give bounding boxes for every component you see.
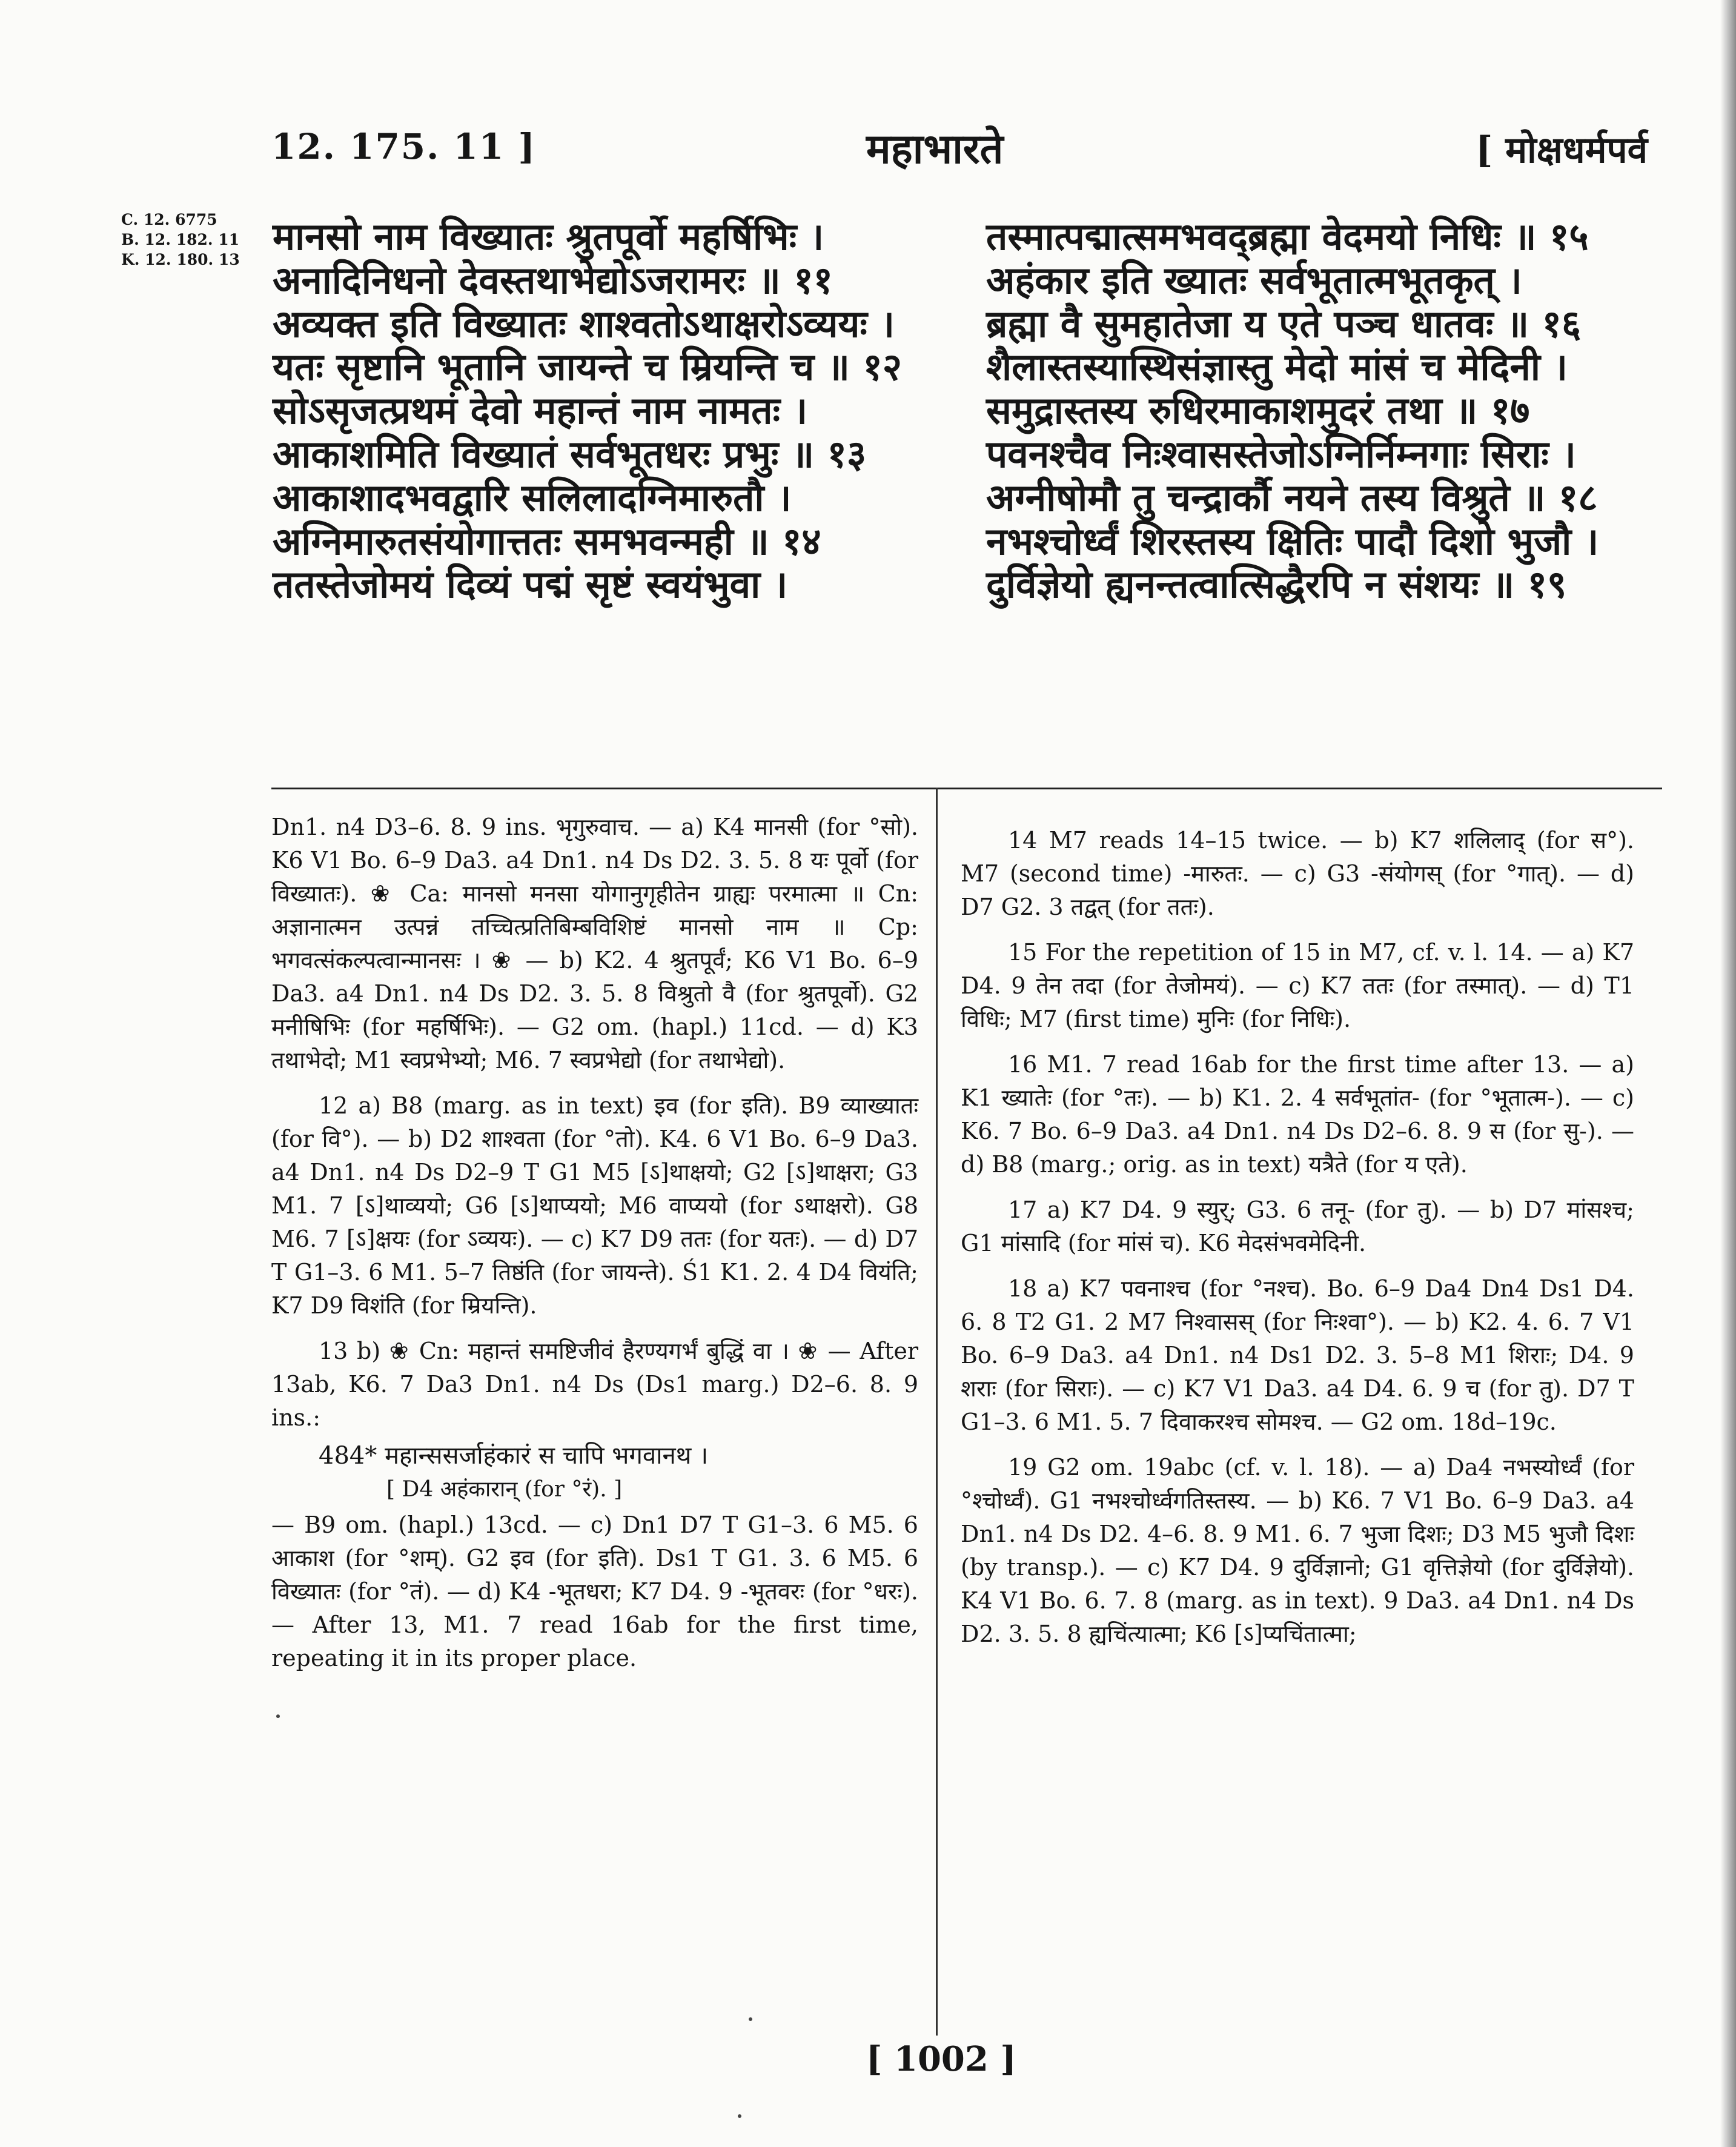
horizontal-rule xyxy=(271,788,1662,789)
apparatus-note-14: 14 M7 reads 14–15 twice. — b) K7 शलिलाद् (for स°). M7 (second time) -मारुतः. — c) G3 -संयोगस् (for °गात्). — d) D7 G2. 3 तद्वत् (for ततः). xyxy=(961,827,1634,920)
verse-line: अग्नीषोमौ तु चन्द्रार्कौ नयने तस्य विश्रुते ॥ १८ xyxy=(986,475,1598,520)
verse-line: अव्यक्त इति विख्यातः शाश्वतोऽथाक्षरोऽव्ययः । xyxy=(273,301,895,346)
verse-line: ततस्तेजोमयं दिव्यं पद्मं सृष्टं स्वयंभुवा । xyxy=(273,562,788,607)
verse-line: यतः सृष्टानि भूतानि जायन्ते च म्रियन्ति च ॥ १२ xyxy=(273,345,903,390)
additional-passage-text: 484* महान्ससर्जाहंकारं स चापि भगवानथ । xyxy=(319,1442,709,1470)
running-reference: 12. 175. 11 ] xyxy=(271,126,536,167)
page-title: महाभारते xyxy=(866,125,1004,173)
apparatus-note-12: 12 a) B8 (marg. as in text) इव (for इति). B9 व्याख्यातः (for वि°). — b) D2 शाश्वता (for °तो). K4. 6 V1 Bo. 6–9 Da3. a4 Dn1. n4 Ds D2–9 T G1 M5 [ऽ]थाक्षयो; G2 [ऽ]थाक्षरा; G3 M1. 7 [ऽ]थाव्ययो; G6 [ऽ]थाप्ययो; M6 वाप्ययो (for ऽथाक्षरो). G8 M6. 7 [ऽ]क्षयः (for ऽव्ययः). — c) K7 D9 ततः (for यतः). — d) D7 T G1–3. 6 M1. 5–7 तिष्ठंति (for जायन्ते). Ś1 K1. 2. 4 D4 वियंति; K7 D9 विशंति (for म्रियन्ति). xyxy=(271,1092,918,1319)
verse-line: अग्निमारुतसंयोगात्ततः समभवन्मही ॥ १४ xyxy=(273,519,821,563)
additional-passage-variant: [ D4 अहंकारान् (for °रं). ] xyxy=(386,1477,623,1502)
verse-line: अनादिनिधनो देवस्तथाभेद्योऽजरामरः ॥ ११ xyxy=(273,257,833,302)
page-number: [ 1002 ] xyxy=(866,2039,1016,2079)
additional-passage-484 xyxy=(271,1439,918,1506)
verse-line: दुर्विज्ञेयो ह्यनन्तत्वात्सिद्धैरपि न संशयः ॥ १९ xyxy=(986,562,1567,607)
verse-line: आकाशमिति विख्यातं सर्वभूतधरः प्रभुः ॥ १३ xyxy=(273,431,867,476)
verse-column-left xyxy=(273,215,951,606)
apparatus-note-18: 18 a) K7 पवनाश्च (for °नश्च). Bo. 6–9 Da4 Dn4 Ds1 D4. 6. 8 T2 G1. 2 M7 निश्वासस् (for निःश्वा°). — b) K2. 4. 6. 7 V1 Bo. 6–9 Da3. a4 Dn1. n4 Ds1 D2. 3. 5–8 M1 शिराः; D4. 9 शराः (for सिराः). — c) K7 V1 Da3. a4 D4. 6. 9 च (for तु). D7 T G1–3. 6 M1. 5. 7 दिवाकरश्च सोमश्च. — G2 om. 18d–19c. xyxy=(961,1275,1634,1435)
verse-line: शैलास्तस्यास्थिसंज्ञास्तु मेदो मांसं च मेदिनी । xyxy=(986,345,1568,390)
concordance-calcutta: C. 12. 6775 xyxy=(121,211,217,228)
verse-line: मानसो नाम विख्यातः श्रुतपूर्वो महर्षिभिः । xyxy=(273,214,824,259)
column-divider xyxy=(936,788,938,2036)
critical-apparatus-right xyxy=(961,824,1634,1663)
verse-line: आकाशादभवद्वारि सलिलादग्निमारुतौ । xyxy=(273,475,792,520)
scan-speck xyxy=(738,2114,741,2118)
verse-line: पवनश्चैव निःश्वासस्तेजोऽग्निर्निम्नगाः सिराः । xyxy=(986,431,1576,476)
verse-line: अहंकार इति ख्यातः सर्वभूतात्मभूतकृत् । xyxy=(986,257,1522,302)
apparatus-note-13-continued: — B9 om. (hapl.) 13cd. — c) Dn1 D7 T G1–3. 6 M5. 6 आकाश (for °शम्). G2 इव (for इति). Ds1 T G1. 3. 6 M5. 6 विख्यातः (for °तं). — d) K4 -भूतधरा; K7 D4. 9 -भूतवरः (for °धरः). — After 13, M1. 7 read 16ab for the first time, repeating it in its proper place. xyxy=(271,1512,918,1671)
verse-line: तस्मात्पद्मात्समभवद्ब्रह्मा वेदमयो निधिः ॥ १५ xyxy=(986,214,1589,259)
verse-line: सोऽसृजत्प्रथमं देवो महान्तं नाम नामतः । xyxy=(273,388,808,433)
apparatus-note-15: 15 For the repetition of 15 in M7, cf. v. l. 14. — a) K7 D4. 9 तेन तदा (for तेजोमयं). — c) K7 ततः (for तस्मात्). — d) T1 विधिः; M7 (first time) मुनिः (for निधिः). xyxy=(961,939,1634,1032)
scan-speck xyxy=(276,1714,280,1718)
apparatus-note-17: 17 a) K7 D4. 9 स्युर्; G3. 6 तनू- (for तु). — b) D7 मांसश्च; G1 मांसादि (for मांसं च). K6 मेदसंभवमेदिनी. xyxy=(961,1196,1634,1256)
scan-speck xyxy=(749,2017,752,2021)
scan-edge-shadow xyxy=(1720,0,1736,2147)
concordance-kumbhakonam: K. 12. 180. 13 xyxy=(121,251,240,268)
concordance-references xyxy=(121,210,240,270)
concordance-bombay: B. 12. 182. 11 xyxy=(121,231,240,248)
verse-line: नभश्चोर्ध्वं शिरस्तस्य क्षितिः पादौ दिशो भुजौ । xyxy=(986,519,1599,563)
section-title: [ मोक्षधर्मपर्व xyxy=(1476,129,1648,171)
apparatus-note-19: 19 G2 om. 19abc (cf. v. l. 18). — a) Da4 नभस्योर्ध्वं (for °श्चोर्ध्वं). G1 नभश्चोर्ध्वगतिस्तस्य. — b) K6. 7 V1 Bo. 6–9 Da3. a4 Dn1. n4 Ds D2. 4–6. 8. 9 M1. 6. 7 भुजा दिशः; D3 M5 भुजौ दिशः (by transp.). — c) K7 D4. 9 दुर्विज्ञानो; G1 वृत्तिज्ञेयो (for दुर्विज्ञेयो). K4 V1 Bo. 6. 7. 8 (marg. as in text). 9 Da3. a4 Dn1. n4 Ds D2. 3. 5. 8 ह्यचिंत्यात्मा; K6 [ऽ]प्यचिंतात्मा; xyxy=(961,1454,1634,1647)
apparatus-note-11: Dn1. n4 D3–6. 8. 9 ins. भृगुरुवाच. — a) K4 मानसी (for °सो). K6 V1 Bo. 6–9 Da3. a4 Dn1. n4 Ds D2. 3. 5. 8 यः पूर्वो (for विख्यातः). ❀ Ca: मानसो मनसा योगानुगृहीतेन ग्राह्यः परमात्मा ॥ Cn: अज्ञानात्मन उत्पन्नं तच्चित्प्रतिबिम्बविशिष्टं मानसो नाम ॥ Cp: भगवत्संकल्पत्वान्मानसः । ❀ — b) K2. 4 श्रुतपूर्वं; K6 V1 Bo. 6–9 Da3. a4 Dn1. n4 Ds D2. 3. 5. 8 विश्रुतो वै (for श्रुतपूर्वो). G2 मनीषिभिः (for महर्षिभिः). — G2 om. (hapl.) 11cd. — d) K3 तथाभेदो; M1 स्वप्रभेभ्यो; M6. 7 स्वप्रभेद्यो (for तथाभेद्यो). xyxy=(271,814,918,1074)
verse-column-right xyxy=(986,215,1665,606)
critical-apparatus-left xyxy=(271,811,918,1687)
verse-line: समुद्रास्तस्य रुधिरमाकाशमुदरं तथा ॥ १७ xyxy=(986,388,1530,433)
apparatus-note-16: 16 M1. 7 read 16ab for the first time after 13. — a) K1 ख्यातेः (for °तः). — b) K1. 2. 4 सर्वभूतांत- (for °भूतात्म-). — c) K6. 7 Bo. 6–9 Da3. a4 Dn1. n4 Ds D2–6. 8. 9 स (for सु-). — d) B8 (marg.; orig. as in text) यत्रैते (for य एते). xyxy=(961,1051,1634,1178)
apparatus-note-13: 13 b) ❀ Cn: महान्तं समष्टिजीवं हैरण्यगर्भं बुद्धिं वा । ❀ — After 13ab, K6. 7 Da3 Dn1. n4 Ds (Ds1 marg.) D2–6. 8. 9 ins.: xyxy=(271,1338,918,1431)
verse-line: ब्रह्मा वै सुमहातेजा य एते पञ्च धातवः ॥ १६ xyxy=(986,301,1582,346)
